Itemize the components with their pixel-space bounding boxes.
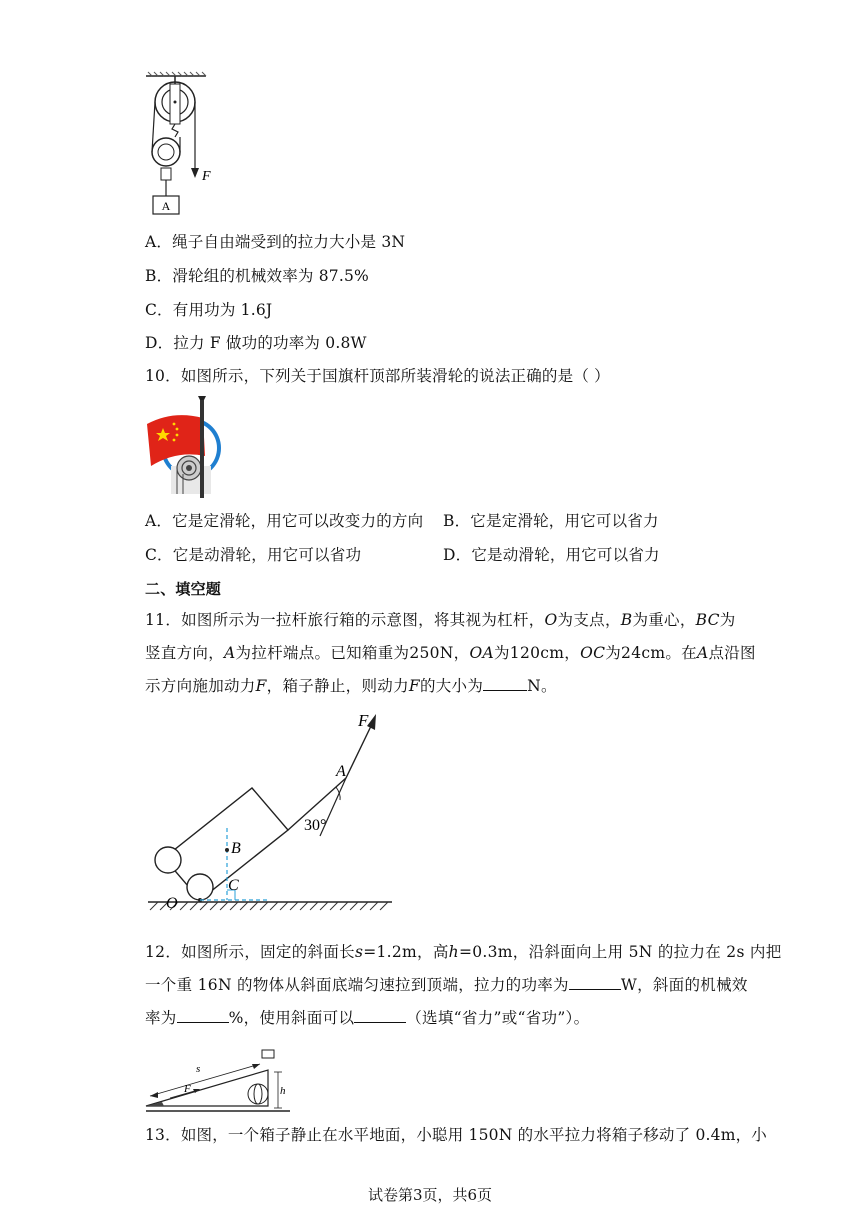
figure-label-O: O [166,895,178,912]
q9-option-b: B．滑轮组的机械效率为 87.5% [145,267,369,285]
q10-stem: 10．如图所示，下列关于国旗杆顶部所装滑轮的说法正确的是（ ） [145,367,610,385]
incline-figure [140,1036,295,1116]
figure-label-F: F [358,711,369,730]
page-footer: 试卷第3页，共6页 [367,1186,493,1204]
q10-option-b: B．它是定滑轮，用它可以省力 [443,512,659,530]
figure-label-h: h [280,1085,286,1097]
figure-label-F: F [184,1083,191,1095]
flag-pulley-figure [143,396,223,498]
q9-option-c: C．有用功为 1.6J [145,301,273,319]
answer-blank[interactable] [177,1006,229,1023]
figure-label-F: F [202,169,211,184]
figure-label-C: C [228,877,239,894]
figure-label-A: A [161,199,171,213]
q9-option-a: A．绳子自由端受到的拉力大小是 3N [145,233,406,251]
q10-option-c: C．它是动滑轮，用它可以省功 [145,546,362,564]
luggage-lever-figure [140,710,400,925]
answer-blank[interactable] [354,1006,406,1023]
q10-option-a: A．它是定滑轮，用它可以改变力的方向 [145,512,424,530]
q12-stem: 12．如图所示，固定的斜面长s=1.2m，高h=0.3m，沿斜面向上用 5N 的拉力在 2s 内把 一个重 16N 的物体从斜面底端匀速拉到顶端，拉力的功率为 W，斜面的机械效 率为 %，使用斜面可以 （选填“省力”或“省功”）。 [145,943,782,1027]
answer-blank[interactable] [483,674,527,691]
q9-option-d: D．拉力 F 做功的功率为 0.8W [145,334,367,352]
section-heading: 二、填空题 [145,580,222,598]
q11-stem: 11．如图所示为一拉杆旅行箱的示意图，将其视为杠杆，O为支点，B为重心，BC为 竖直方向，A为拉杆端点。已知箱重为250N，OA为120cm，OC为24cm。在A点沿图 示方向施加动力F，箱子静止，则动力F的大小为 N。 [145,611,756,695]
answer-blank[interactable] [569,973,621,990]
q10-option-d: D．它是动滑轮，用它可以省力 [443,546,660,564]
figure-label-s: s [196,1063,201,1075]
pulley-system-figure [140,70,230,220]
figure-label-B: B [231,840,241,857]
q13-stem: 13．如图，一个箱子静止在水平地面，小聪用 150N 的水平拉力将箱子移动了 0.4m，小 [145,1126,768,1144]
figure-label-A: A [336,763,346,780]
figure-label-angle: 30° [304,817,327,834]
